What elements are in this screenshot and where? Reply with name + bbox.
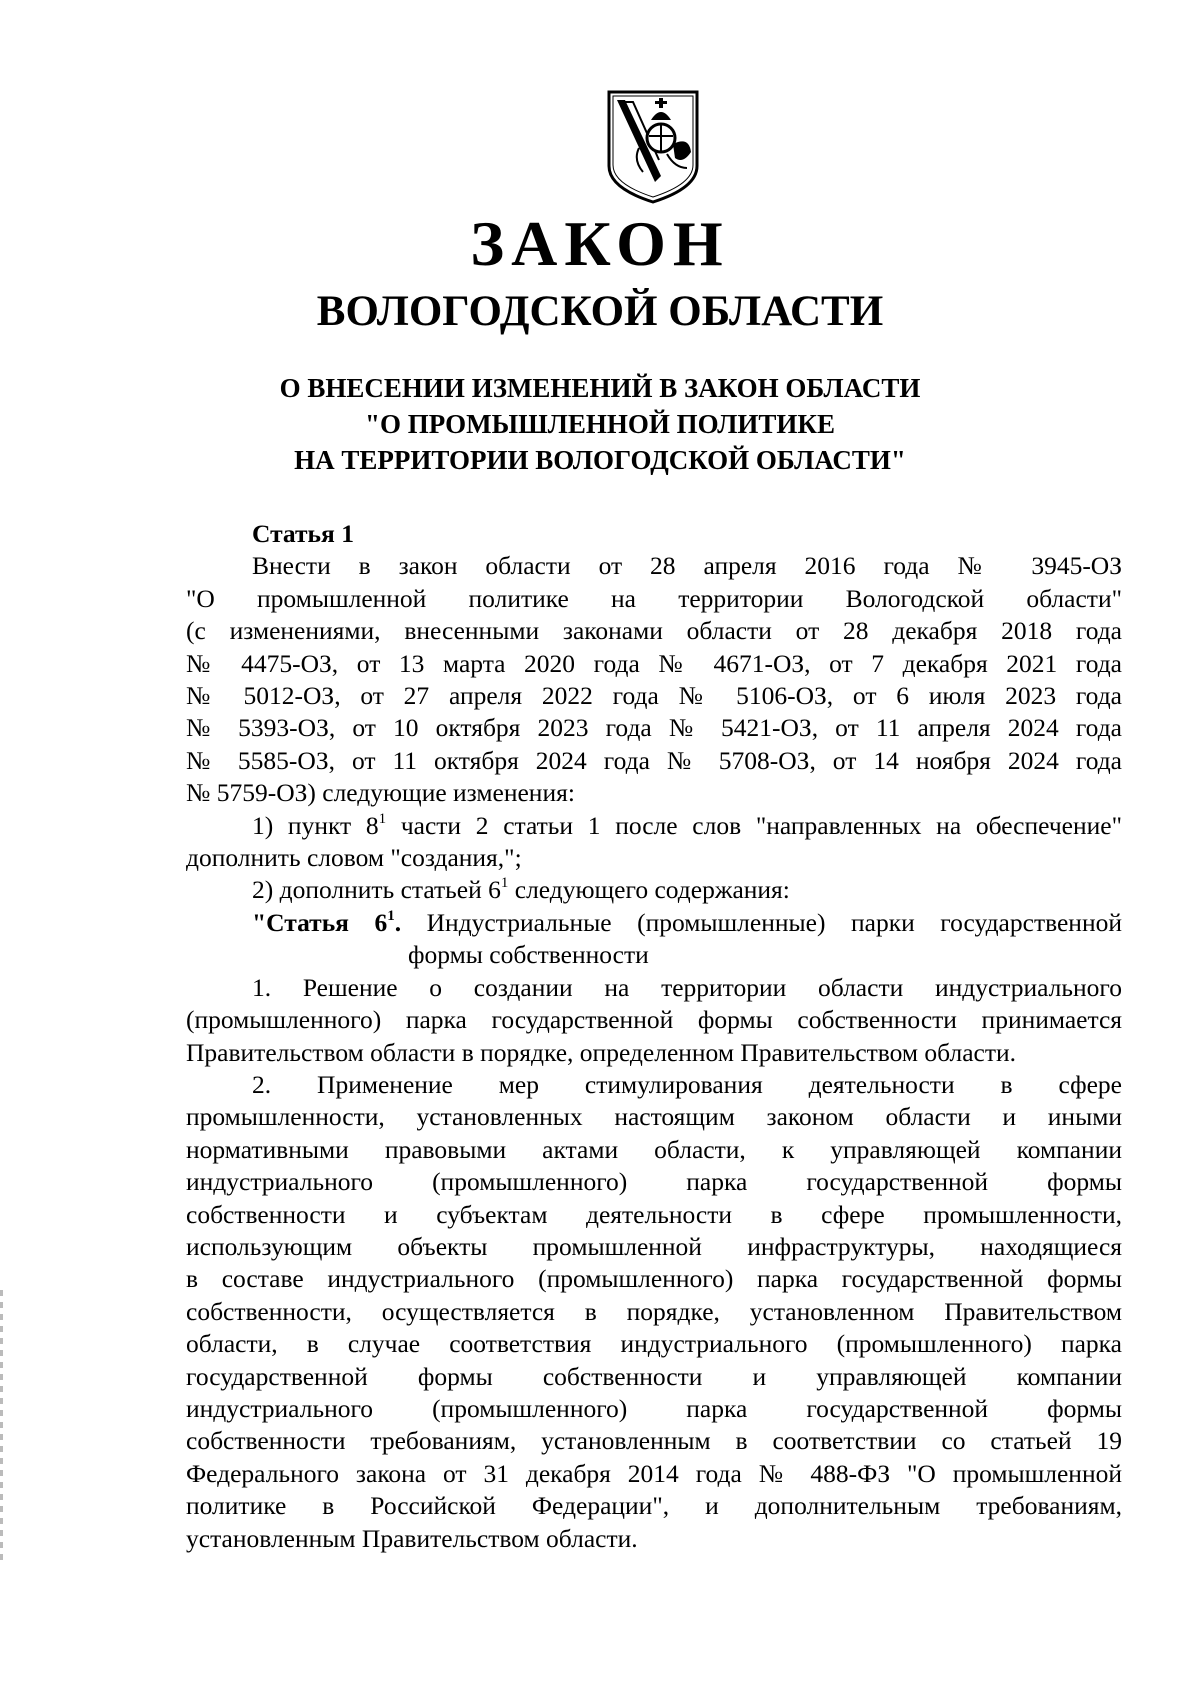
article-heading: Статья 1	[252, 519, 354, 548]
text-line: установленным Правительством области.	[186, 1523, 638, 1553]
text-line: Федерального закона от 31 декабря 2014 года № 488-ФЗ "О промышленной	[186, 1458, 1122, 1488]
law-subject-line: О ВНЕСЕНИИ ИЗМЕНЕНИЙ В ЗАКОН ОБЛАСТИ	[279, 373, 921, 403]
text-line: формы собственности	[408, 940, 649, 970]
text-line: Правительством области в порядке, определенном Правительством области.	[186, 1037, 1017, 1067]
text-line: (с изменениями, внесенными законами области от 28 декабря 2018 года	[186, 616, 1122, 646]
text-line: промышленности, установленных настоящим законом области и иными	[186, 1102, 1122, 1132]
text-line: № 4475-ОЗ, от 13 марта 2020 года № 4671-ОЗ, от 7 декабря 2021 года	[186, 648, 1122, 678]
point-1	[186, 972, 1122, 1069]
point-2	[186, 1069, 1122, 1555]
text-line: 2. Применение мер стимулирования деятельности в сфере	[252, 1069, 1122, 1099]
scan-edge-mark	[0, 1290, 3, 1560]
text-line: нормативными правовыми актами области, к управляющей компании	[186, 1134, 1122, 1164]
text-line: № 5585-ОЗ, от 11 октября 2024 года № 5708-ОЗ, от 14 ноября 2024 года	[186, 745, 1122, 775]
text-line: собственности и субъектам деятельности в сфере промышленности,	[186, 1199, 1122, 1229]
text-line: индустриального (промышленного) парка государственной формы	[186, 1167, 1122, 1197]
text-line: области, в случае соответствия индустриального (промышленного) парка	[186, 1329, 1122, 1359]
text-line: собственности требованиям, установленным в соответствии со статьей 19	[186, 1426, 1122, 1456]
text-line: 1) пункт $8^1$ части 2 статьи 1 после слов "направленных на обеспечение"	[252, 810, 1122, 840]
text-line: "О промышленной политике на территории Вологодской области"	[186, 583, 1122, 613]
text-line: № 5012-ОЗ, от 27 апреля 2022 года № 5106-ОЗ, от 6 июля 2023 года	[186, 681, 1122, 711]
amendment-item-2	[186, 874, 1122, 906]
text-line: собственности, осуществляется в порядке, установленном Правительством	[186, 1296, 1122, 1326]
coat-of-arms-icon	[603, 88, 703, 206]
document-title: ЗАКОН	[470, 208, 730, 279]
new-article-heading	[186, 907, 1122, 972]
text-line: государственной формы собственности и управляющей компании	[186, 1361, 1122, 1391]
document-region: ВОЛОГОДСКОЙ ОБЛАСТИ	[316, 288, 884, 335]
text-line: индустриального (промышленного) парка государственной формы	[186, 1393, 1122, 1423]
text-line: в составе индустриального (промышленного) парка государственной формы	[186, 1264, 1122, 1294]
text-line: политике в Российской Федерации", и дополнительным требованиям,	[186, 1491, 1122, 1521]
text-line: 2) дополнить статьей $6^1$ следующего содержания:	[252, 875, 790, 905]
text-line: 1. Решение о создании на территории области индустриального	[252, 972, 1122, 1002]
document-body	[186, 518, 1122, 1555]
text-line: № 5393-ОЗ, от 10 октября 2023 года № 5421-ОЗ, от 11 апреля 2024 года	[186, 713, 1122, 743]
text-line: Внести в закон области от 28 апреля 2016 года № 3945-ОЗ	[252, 551, 1122, 581]
text-line: дополнить словом "создания,";	[186, 843, 522, 873]
law-subject	[0, 370, 1200, 478]
article-intro	[186, 550, 1122, 809]
text-line: (промышленного) парка государственной формы собственности принимается	[186, 1005, 1122, 1035]
law-subject-line: НА ТЕРРИТОРИИ ВОЛОГОДСКОЙ ОБЛАСТИ"	[294, 445, 906, 475]
text-line: "Статья $6^1$. Индустриальные (промышленные) парки государственной	[252, 907, 1122, 937]
text-line: № 5759-ОЗ) следующие изменения:	[186, 778, 575, 808]
law-subject-line: "О ПРОМЫШЛЕННОЙ ПОЛИТИКЕ	[365, 409, 835, 439]
text-line: использующим объекты промышленной инфраструктуры, находящиеся	[186, 1231, 1122, 1261]
amendment-item-1	[186, 810, 1122, 875]
